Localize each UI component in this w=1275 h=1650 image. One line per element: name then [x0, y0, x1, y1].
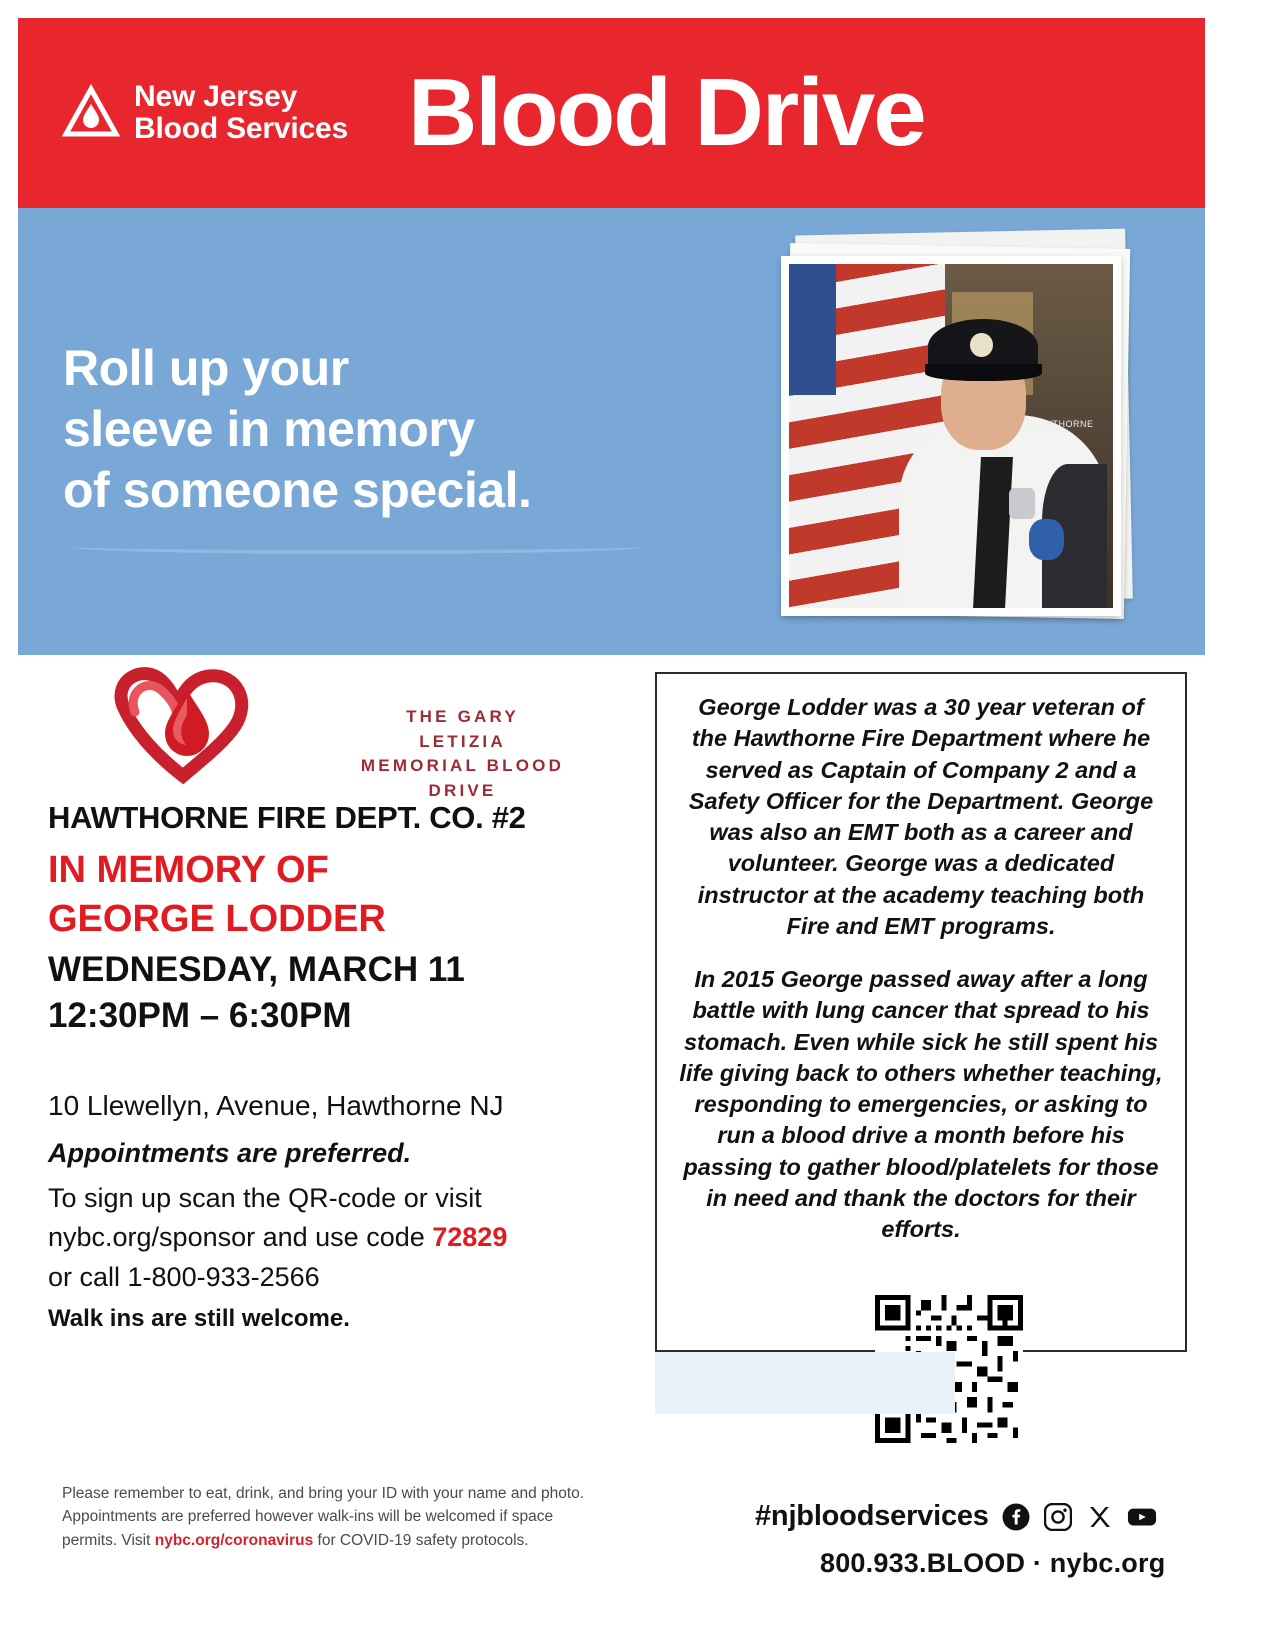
sponsor-code: 72829	[432, 1222, 508, 1253]
letizia-logo-text	[360, 705, 565, 804]
organization-name: HAWTHORNE FIRE DEPT. CO. #2	[48, 800, 526, 835]
memorial-heading	[48, 846, 648, 943]
event-date: WEDNESDAY, MARCH 11	[48, 950, 465, 990]
covid-link[interactable]: nybc.org/coronavirus	[154, 1531, 314, 1549]
appointments-note: Appointments are preferred.	[48, 1138, 412, 1169]
fineprint-line3-prefix: permits. Visit	[62, 1531, 155, 1549]
footer-band	[655, 1352, 955, 1414]
fineprint-line3-suffix: for COVID-19 safety protocols.	[313, 1531, 529, 1549]
fineprint	[62, 1482, 642, 1552]
signup-phone-line: or call 1-800-933-2566	[48, 1261, 320, 1292]
hero-headline-line3: of someone special.	[63, 462, 532, 518]
letizia-line2: MEMORIAL BLOOD DRIVE	[360, 756, 565, 800]
fineprint-line2: Appointments are preferred however walk-ins will be welcomed if space	[62, 1508, 554, 1526]
signup-instructions	[48, 1179, 648, 1296]
youtube-icon[interactable]	[1127, 1502, 1157, 1532]
instagram-icon[interactable]	[1043, 1502, 1073, 1532]
walkins-note: Walk ins are still welcome.	[48, 1304, 350, 1332]
hero-headline	[63, 338, 531, 521]
bio-paragraph-1: George Lodder was a 30 year veteran of the Hawthorne Fire Department where he served as Captain of Company 2 and a Safety Officer for the Department. George was also an EMT both as a career and volunteer. George was a dedicated instructor at the academy teaching both Fire and EMT programs.	[688, 694, 1154, 939]
memorial-line2: GEORGE LODDER	[48, 897, 386, 940]
page-title: Blood Drive	[407, 59, 925, 166]
hero-band	[18, 208, 1205, 655]
event-time: 12:30PM – 6:30PM	[48, 995, 352, 1035]
photo-stack	[781, 226, 1147, 626]
biography-box	[655, 672, 1187, 1352]
x-twitter-icon[interactable]	[1085, 1502, 1115, 1532]
event-details	[48, 800, 648, 1333]
org-name-line1: New Jersey	[134, 79, 298, 113]
footer	[655, 1352, 1205, 1632]
triangle-drop-icon	[62, 84, 120, 142]
letizia-line1: THE GARY LETIZIA	[406, 707, 519, 751]
hero-headline-line2: sleeve in memory	[63, 401, 475, 457]
bio-paragraph-2: In 2015 George passed away after a long battle with lung cancer that spread to his stomach. Even while sick he still spent his life giving back to others whether teaching, responding to emergencies, or asking to run a blood drive a month before his passing to gather blood/platelets for those in need and thank the doctors for their efforts.	[679, 966, 1163, 1242]
hero-underline-swoosh	[73, 540, 643, 554]
hashtag: #njbloodservices	[755, 1500, 989, 1532]
gary-letizia-logo	[95, 660, 565, 800]
heart-blood-drop-icon	[95, 772, 285, 789]
social-row	[755, 1500, 1157, 1533]
facebook-icon[interactable]	[1001, 1502, 1031, 1532]
hero-headline-line1: Roll up your	[63, 340, 349, 396]
fineprint-line1: Please remember to eat, drink, and bring your ID with your name and photo.	[62, 1485, 585, 1502]
top-banner	[18, 18, 1205, 208]
nj-blood-services-name	[134, 81, 348, 146]
nj-blood-services-logo	[62, 81, 348, 146]
footer-contact: 800.933.BLOOD · nybc.org	[820, 1548, 1166, 1578]
event-date-time	[48, 947, 648, 1038]
signup-line2-prefix: nybc.org/sponsor and use code	[48, 1222, 433, 1253]
event-address: 10 Llewellyn, Avenue, Hawthorne NJ	[48, 1090, 504, 1122]
signup-line1: To sign up scan the QR-code or visit	[48, 1183, 482, 1214]
memorial-line1: IN MEMORY OF	[48, 849, 329, 891]
portrait-photo: HAWTHORNE	[781, 256, 1121, 616]
org-name-line2: Blood Services	[134, 112, 348, 145]
